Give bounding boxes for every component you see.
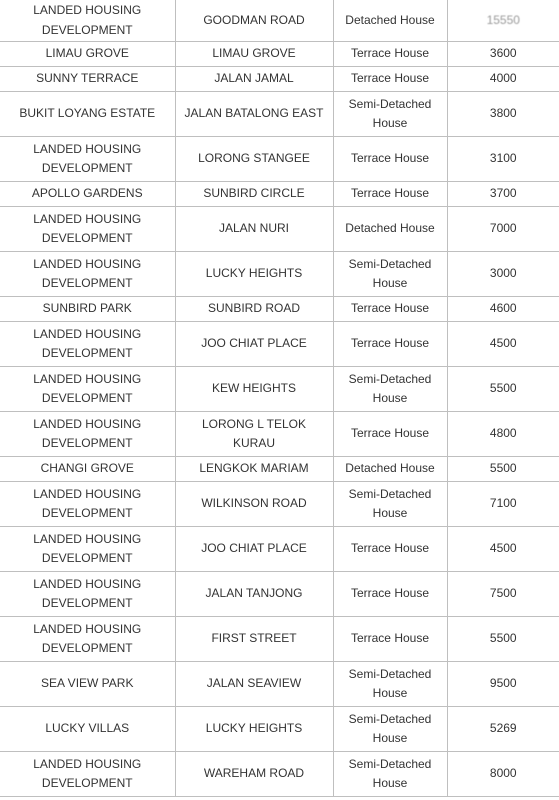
property-type-cell: Terrace House	[333, 42, 447, 67]
table-row	[0, 457, 559, 482]
property-type-cell: Terrace House	[333, 137, 447, 182]
table-row	[0, 367, 559, 412]
land-size-cell: 4800	[447, 412, 559, 457]
project-name-cell: LANDED HOUSING DEVELOPMENT	[0, 617, 175, 662]
property-type-cell: Semi-Detached House	[333, 482, 447, 527]
project-name-cell: SUNBIRD PARK	[0, 297, 175, 322]
property-type-cell: Detached House	[333, 0, 447, 42]
street-name-cell: WILKINSON ROAD	[175, 482, 333, 527]
land-size-cell: 4000	[447, 67, 559, 92]
land-size-cell: 4500	[447, 527, 559, 572]
land-size-cell: 5500	[447, 367, 559, 412]
street-name-cell: JALAN JAMAL	[175, 67, 333, 92]
street-name-cell: JALAN SEAVIEW	[175, 662, 333, 707]
table-row	[0, 482, 559, 527]
street-name-cell: LIMAU GROVE	[175, 42, 333, 67]
project-name-cell: LANDED HOUSING DEVELOPMENT	[0, 137, 175, 182]
property-type-cell: Detached House	[333, 207, 447, 252]
project-name-cell: LANDED HOUSING DEVELOPMENT	[0, 412, 175, 457]
table-row	[0, 662, 559, 707]
table-row	[0, 137, 559, 182]
project-name-cell: LANDED HOUSING DEVELOPMENT	[0, 527, 175, 572]
street-name-cell: JALAN NURI	[175, 207, 333, 252]
property-type-cell: Semi-Detached House	[333, 707, 447, 752]
table-row	[0, 527, 559, 572]
table-row	[0, 252, 559, 297]
table-row	[0, 42, 559, 67]
project-name-cell: SUNNY TERRACE	[0, 67, 175, 92]
street-name-cell: LORONG L TELOK KURAU	[175, 412, 333, 457]
land-size-cell: 4500	[447, 322, 559, 367]
project-name-cell: BUKIT LOYANG ESTATE	[0, 92, 175, 137]
street-name-cell: GOODMAN ROAD	[175, 0, 333, 42]
property-type-cell: Detached House	[333, 457, 447, 482]
land-size-cell: 3600	[447, 42, 559, 67]
project-name-cell: LANDED HOUSING DEVELOPMENT	[0, 752, 175, 797]
street-name-cell: WAREHAM ROAD	[175, 752, 333, 797]
land-size-cell: 5500	[447, 457, 559, 482]
property-type-cell: Semi-Detached House	[333, 662, 447, 707]
street-name-cell: FIRST STREET	[175, 617, 333, 662]
table-row	[0, 0, 559, 42]
project-name-cell: LANDED HOUSING DEVELOPMENT	[0, 252, 175, 297]
property-type-cell: Terrace House	[333, 322, 447, 367]
land-size-cell: 3000	[447, 252, 559, 297]
street-name-cell: KEW HEIGHTS	[175, 367, 333, 412]
land-size-cell: 5269	[447, 707, 559, 752]
table-row	[0, 617, 559, 662]
table-row	[0, 707, 559, 752]
land-size-cell: 7000	[447, 207, 559, 252]
land-size-cell: 15550	[447, 0, 559, 42]
land-size-cell: 3100	[447, 137, 559, 182]
project-name-cell: LIMAU GROVE	[0, 42, 175, 67]
street-name-cell: SUNBIRD CIRCLE	[175, 182, 333, 207]
project-name-cell: APOLLO GARDENS	[0, 182, 175, 207]
property-type-cell: Semi-Detached House	[333, 92, 447, 137]
table-row	[0, 752, 559, 797]
property-type-cell: Semi-Detached House	[333, 752, 447, 797]
project-name-cell: LUCKY VILLAS	[0, 707, 175, 752]
project-name-cell: SEA VIEW PARK	[0, 662, 175, 707]
table-row	[0, 322, 559, 367]
land-size-cell: 3800	[447, 92, 559, 137]
table-row	[0, 207, 559, 252]
property-type-cell: Terrace House	[333, 412, 447, 457]
street-name-cell: LUCKY HEIGHTS	[175, 707, 333, 752]
land-size-cell: 7100	[447, 482, 559, 527]
project-name-cell: LANDED HOUSING DEVELOPMENT	[0, 482, 175, 527]
table-row	[0, 297, 559, 322]
street-name-cell: JOO CHIAT PLACE	[175, 527, 333, 572]
project-name-cell: LANDED HOUSING DEVELOPMENT	[0, 0, 175, 42]
land-size-cell: 3700	[447, 182, 559, 207]
property-type-cell: Terrace House	[333, 182, 447, 207]
street-name-cell: LORONG STANGEE	[175, 137, 333, 182]
table-row	[0, 67, 559, 92]
table-row	[0, 92, 559, 137]
street-name-cell: JALAN BATALONG EAST	[175, 92, 333, 137]
project-name-cell: LANDED HOUSING DEVELOPMENT	[0, 572, 175, 617]
property-type-cell: Semi-Detached House	[333, 367, 447, 412]
property-type-cell: Terrace House	[333, 527, 447, 572]
project-name-cell: LANDED HOUSING DEVELOPMENT	[0, 207, 175, 252]
property-type-cell: Terrace House	[333, 617, 447, 662]
street-name-cell: JALAN TANJONG	[175, 572, 333, 617]
property-type-cell: Terrace House	[333, 67, 447, 92]
street-name-cell: LUCKY HEIGHTS	[175, 252, 333, 297]
project-name-cell: LANDED HOUSING DEVELOPMENT	[0, 367, 175, 412]
project-name-cell: CHANGI GROVE	[0, 457, 175, 482]
table-row	[0, 182, 559, 207]
table-row	[0, 572, 559, 617]
street-name-cell: LENGKOK MARIAM	[175, 457, 333, 482]
project-name-cell: LANDED HOUSING DEVELOPMENT	[0, 322, 175, 367]
street-name-cell: SUNBIRD ROAD	[175, 297, 333, 322]
land-size-cell: 9500	[447, 662, 559, 707]
land-size-cell: 4600	[447, 297, 559, 322]
property-type-cell: Terrace House	[333, 572, 447, 617]
land-size-cell: 5500	[447, 617, 559, 662]
land-size-cell: 7500	[447, 572, 559, 617]
street-name-cell: JOO CHIAT PLACE	[175, 322, 333, 367]
property-type-cell: Terrace House	[333, 297, 447, 322]
property-type-cell: Semi-Detached House	[333, 252, 447, 297]
table-row	[0, 412, 559, 457]
land-size-cell: 8000	[447, 752, 559, 797]
